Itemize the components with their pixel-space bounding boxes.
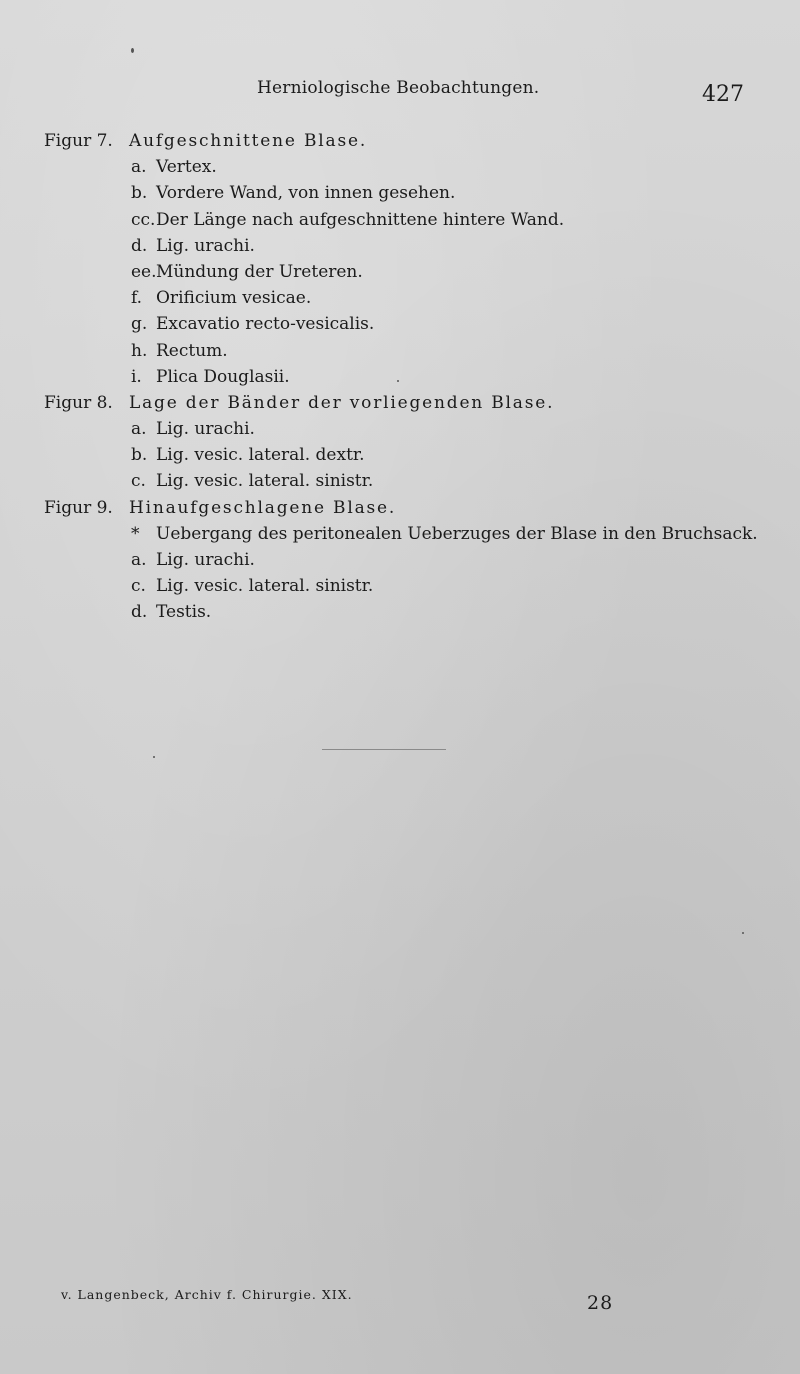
- legend-text: Plica Douglasii.: [156, 366, 290, 387]
- legend-item: [0, 154, 800, 180]
- legend-item: [0, 233, 800, 259]
- legend-text: Lig. vesic. lateral. sinistr.: [156, 576, 374, 597]
- figure-legend-list: [0, 128, 800, 626]
- legend-key: c.: [131, 471, 146, 492]
- legend-item: [0, 285, 800, 311]
- legend-item: [0, 259, 800, 285]
- figure-heading: [0, 390, 800, 416]
- legend-item: [0, 468, 800, 494]
- legend-item: [0, 521, 800, 547]
- figure-label: Figur 8.: [44, 392, 113, 413]
- figure-label: Figur 9.: [44, 497, 113, 518]
- legend-item: [0, 599, 800, 625]
- legend-key: d.: [131, 235, 148, 256]
- legend-text: Lig. urachi.: [156, 419, 255, 440]
- legend-item: [0, 364, 800, 390]
- legend-item: [0, 338, 800, 364]
- section-divider: [322, 749, 446, 750]
- figure-title: Hinaufgeschlagene Blase.: [129, 497, 397, 518]
- legend-key: b.: [131, 183, 148, 204]
- figure-title: Aufgeschnittene Blase.: [129, 131, 368, 151]
- figure-title: Lage der Bänder der vorliegenden Blase.: [129, 392, 555, 413]
- legend-text: Orificium vesicae.: [156, 288, 312, 309]
- ink-speck: [742, 932, 744, 934]
- legend-text: Vertex.: [156, 157, 217, 178]
- page-number: 427: [702, 82, 744, 107]
- legend-text: Testis.: [156, 602, 212, 623]
- legend-key: a.: [131, 550, 147, 570]
- running-header-title: Herniologische Beobachtungen.: [257, 78, 540, 98]
- legend-item: [0, 416, 800, 442]
- legend-text: Uebergang des peritonealen Ueberzuges der Blase in den Bruchsack.: [156, 523, 758, 544]
- legend-item: [0, 180, 800, 206]
- figure-heading: [0, 495, 800, 521]
- ink-speck: [153, 756, 155, 758]
- signature-mark: 28: [587, 1292, 614, 1314]
- legend-item: [0, 547, 800, 573]
- legend-key: ee.: [131, 261, 157, 282]
- footer-source-line: v. Langenbeck, Archiv f. Chirurgie. XIX.: [61, 1287, 353, 1302]
- legend-text: Vordere Wand, von innen gesehen.: [156, 183, 456, 204]
- ink-speck: [397, 380, 399, 382]
- legend-item: [0, 573, 800, 599]
- figure-heading: [0, 128, 800, 154]
- legend-text: Lig. urachi.: [156, 550, 255, 570]
- legend-key: a.: [131, 419, 147, 440]
- legend-text: Rectum.: [156, 340, 228, 361]
- legend-item: [0, 311, 800, 337]
- legend-text: Lig. vesic. lateral. dextr.: [156, 445, 365, 466]
- legend-text: Lig. urachi.: [156, 235, 255, 256]
- legend-key: b.: [131, 445, 148, 466]
- legend-key: cc.: [131, 209, 156, 230]
- legend-key: h.: [131, 340, 148, 361]
- figure-label: Figur 7.: [44, 131, 113, 151]
- legend-text: Excavatio recto-vesicalis.: [156, 314, 375, 335]
- legend-item: [0, 207, 800, 233]
- legend-key: a.: [131, 157, 147, 178]
- legend-key: f.: [131, 288, 143, 309]
- legend-key: d.: [131, 602, 148, 623]
- legend-text: Lig. vesic. lateral. sinistr.: [156, 471, 374, 492]
- legend-key: i.: [131, 366, 142, 387]
- legend-key: g.: [131, 314, 148, 335]
- legend-text: Mündung der Ureteren.: [156, 261, 363, 282]
- legend-text: Der Länge nach aufgeschnittene hintere Wand.: [156, 209, 565, 230]
- legend-item: [0, 442, 800, 468]
- ink-speck: [131, 48, 134, 53]
- legend-key: *: [131, 523, 140, 544]
- legend-key: c.: [131, 576, 146, 597]
